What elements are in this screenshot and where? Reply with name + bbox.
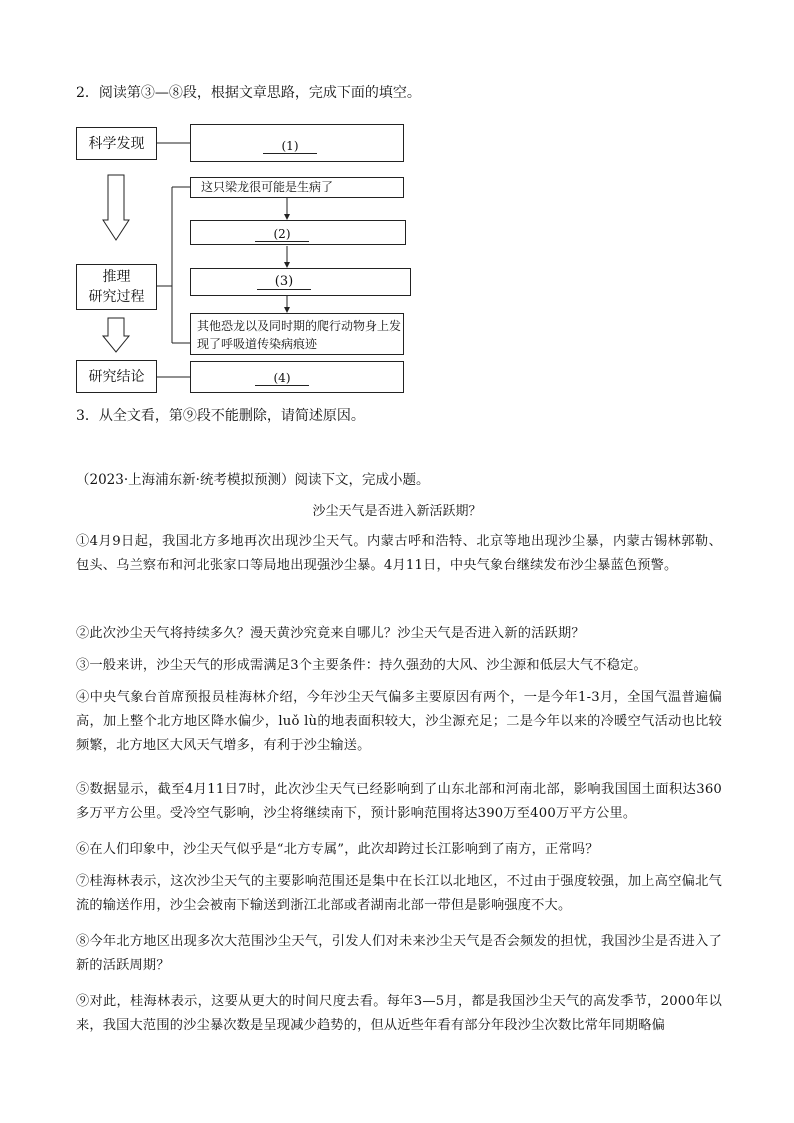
blank-3[interactable]: (3) — [257, 275, 311, 290]
paragraph-4: ④中央气象台首席预报员桂海林介绍，今年沙尘天气偏多主要原因有两个，一是今年1-3月，全国气温普遍偏高，加上整个北方地区降水偏少，luǒ lù的地表面积较大，沙尘源充足；二是今年以来的冷暖空气活动也比较频繁，北方地区大风天气增多，有利于沙尘输送。 — [76, 690, 722, 753]
box-blank-1 — [190, 124, 404, 162]
paragraph-7: ⑦桂海林表示，这次沙尘天气的主要影响范围还是集中在长江以北地区，不过由于强度较强，加上高空偏北气流的输送作用，沙尘会被南下输送到浙江北部或者湖南北部一带但是影响强度不大。 — [76, 874, 722, 913]
box-blank-4 — [190, 361, 404, 393]
blank-2[interactable]: (2) — [255, 227, 309, 242]
box-scientific-discovery — [76, 127, 157, 160]
box-step-4 — [190, 313, 404, 355]
blank-4[interactable]: (4) — [255, 371, 309, 386]
box-research-conclusion — [76, 360, 157, 393]
box-step-1 — [190, 177, 404, 198]
article-title: 沙尘天气是否进入新活跃期？ — [312, 504, 482, 519]
label-scientific-discovery: 科学发现 — [88, 135, 145, 152]
big-down-arrow — [103, 175, 129, 240]
blank-1[interactable]: (1) — [263, 139, 317, 154]
step-4-text-line1: 其他恐龙以及同时期的爬行动物身上发 — [197, 319, 402, 333]
big-down-arrow — [103, 318, 129, 352]
step-4-text-line2: 现了呼吸道传染病痕迹 — [197, 337, 318, 351]
label-research-process: 研究过程 — [88, 289, 145, 305]
paragraph-9: ⑨对此，桂海林表示，这要从更大的时间尺度去看。每年3—5月，都是我国沙尘天气的高发季节，2000年以来，我国大范围的沙尘暴次数是呈现减少趋势的，但从近些年看有部分年段沙尘次数比常年同期略偏 — [76, 994, 722, 1033]
paragraph-1: ①4月9日起，我国北方多地再次出现沙尘天气。内蒙古呼和浩特、北京等地出现沙尘暴，内蒙古锡林郭勒、包头、乌兰察布和河北张家口等局地出现强沙尘暴。4月11日，中央气象台继续发布沙尘暴蓝色预警。 — [76, 534, 722, 573]
label-reasoning: 推理 — [102, 269, 131, 285]
question-3-prompt: 3．从全文看，第⑨段不能删除，请简述原因。 — [76, 408, 365, 424]
paragraph-5: ⑤数据显示，截至4月11日7时，此次沙尘天气已经影响到了山东北部和河南北部，影响我国国土面积达360多万平方公里。受冷空气影响，沙尘将继续南下，预计影响范围将达390万至400万平方公里。 — [76, 782, 722, 821]
paragraph-3: ③一般来讲，沙尘天气的形成需满足3个主要条件：持久强劲的大风、沙尘源和低层大气不稳定。 — [76, 658, 647, 673]
paragraph-6: ⑥在人们印象中，沙尘天气似乎是“北方专属”，此次却跨过长江影响到了南方，正常吗？ — [76, 842, 599, 857]
box-blank-2 — [190, 220, 406, 245]
label-research-conclusion: 研究结论 — [88, 368, 145, 385]
paragraph-8: ⑧今年北方地区出现多次大范围沙尘天气，引发人们对未来沙尘天气是否会频发的担忧，我国沙尘是否进入了新的活跃周期？ — [76, 934, 722, 973]
reading-source: （2023·上海浦东新·统考模拟预测）阅读下文，完成小题。 — [76, 472, 430, 488]
box-reasoning-process — [76, 264, 157, 310]
paragraph-2: ②此次沙尘天气将持续多久？漫天黄沙究竟来自哪儿？沙尘天气是否进入新的活跃期？ — [76, 626, 585, 641]
question-2-prompt: 2．阅读第③—⑧段，根据文章思路，完成下面的填空。 — [76, 85, 421, 101]
box-blank-3 — [190, 268, 411, 296]
step-1-text: 这只梁龙很可能是生病了 — [201, 180, 334, 194]
